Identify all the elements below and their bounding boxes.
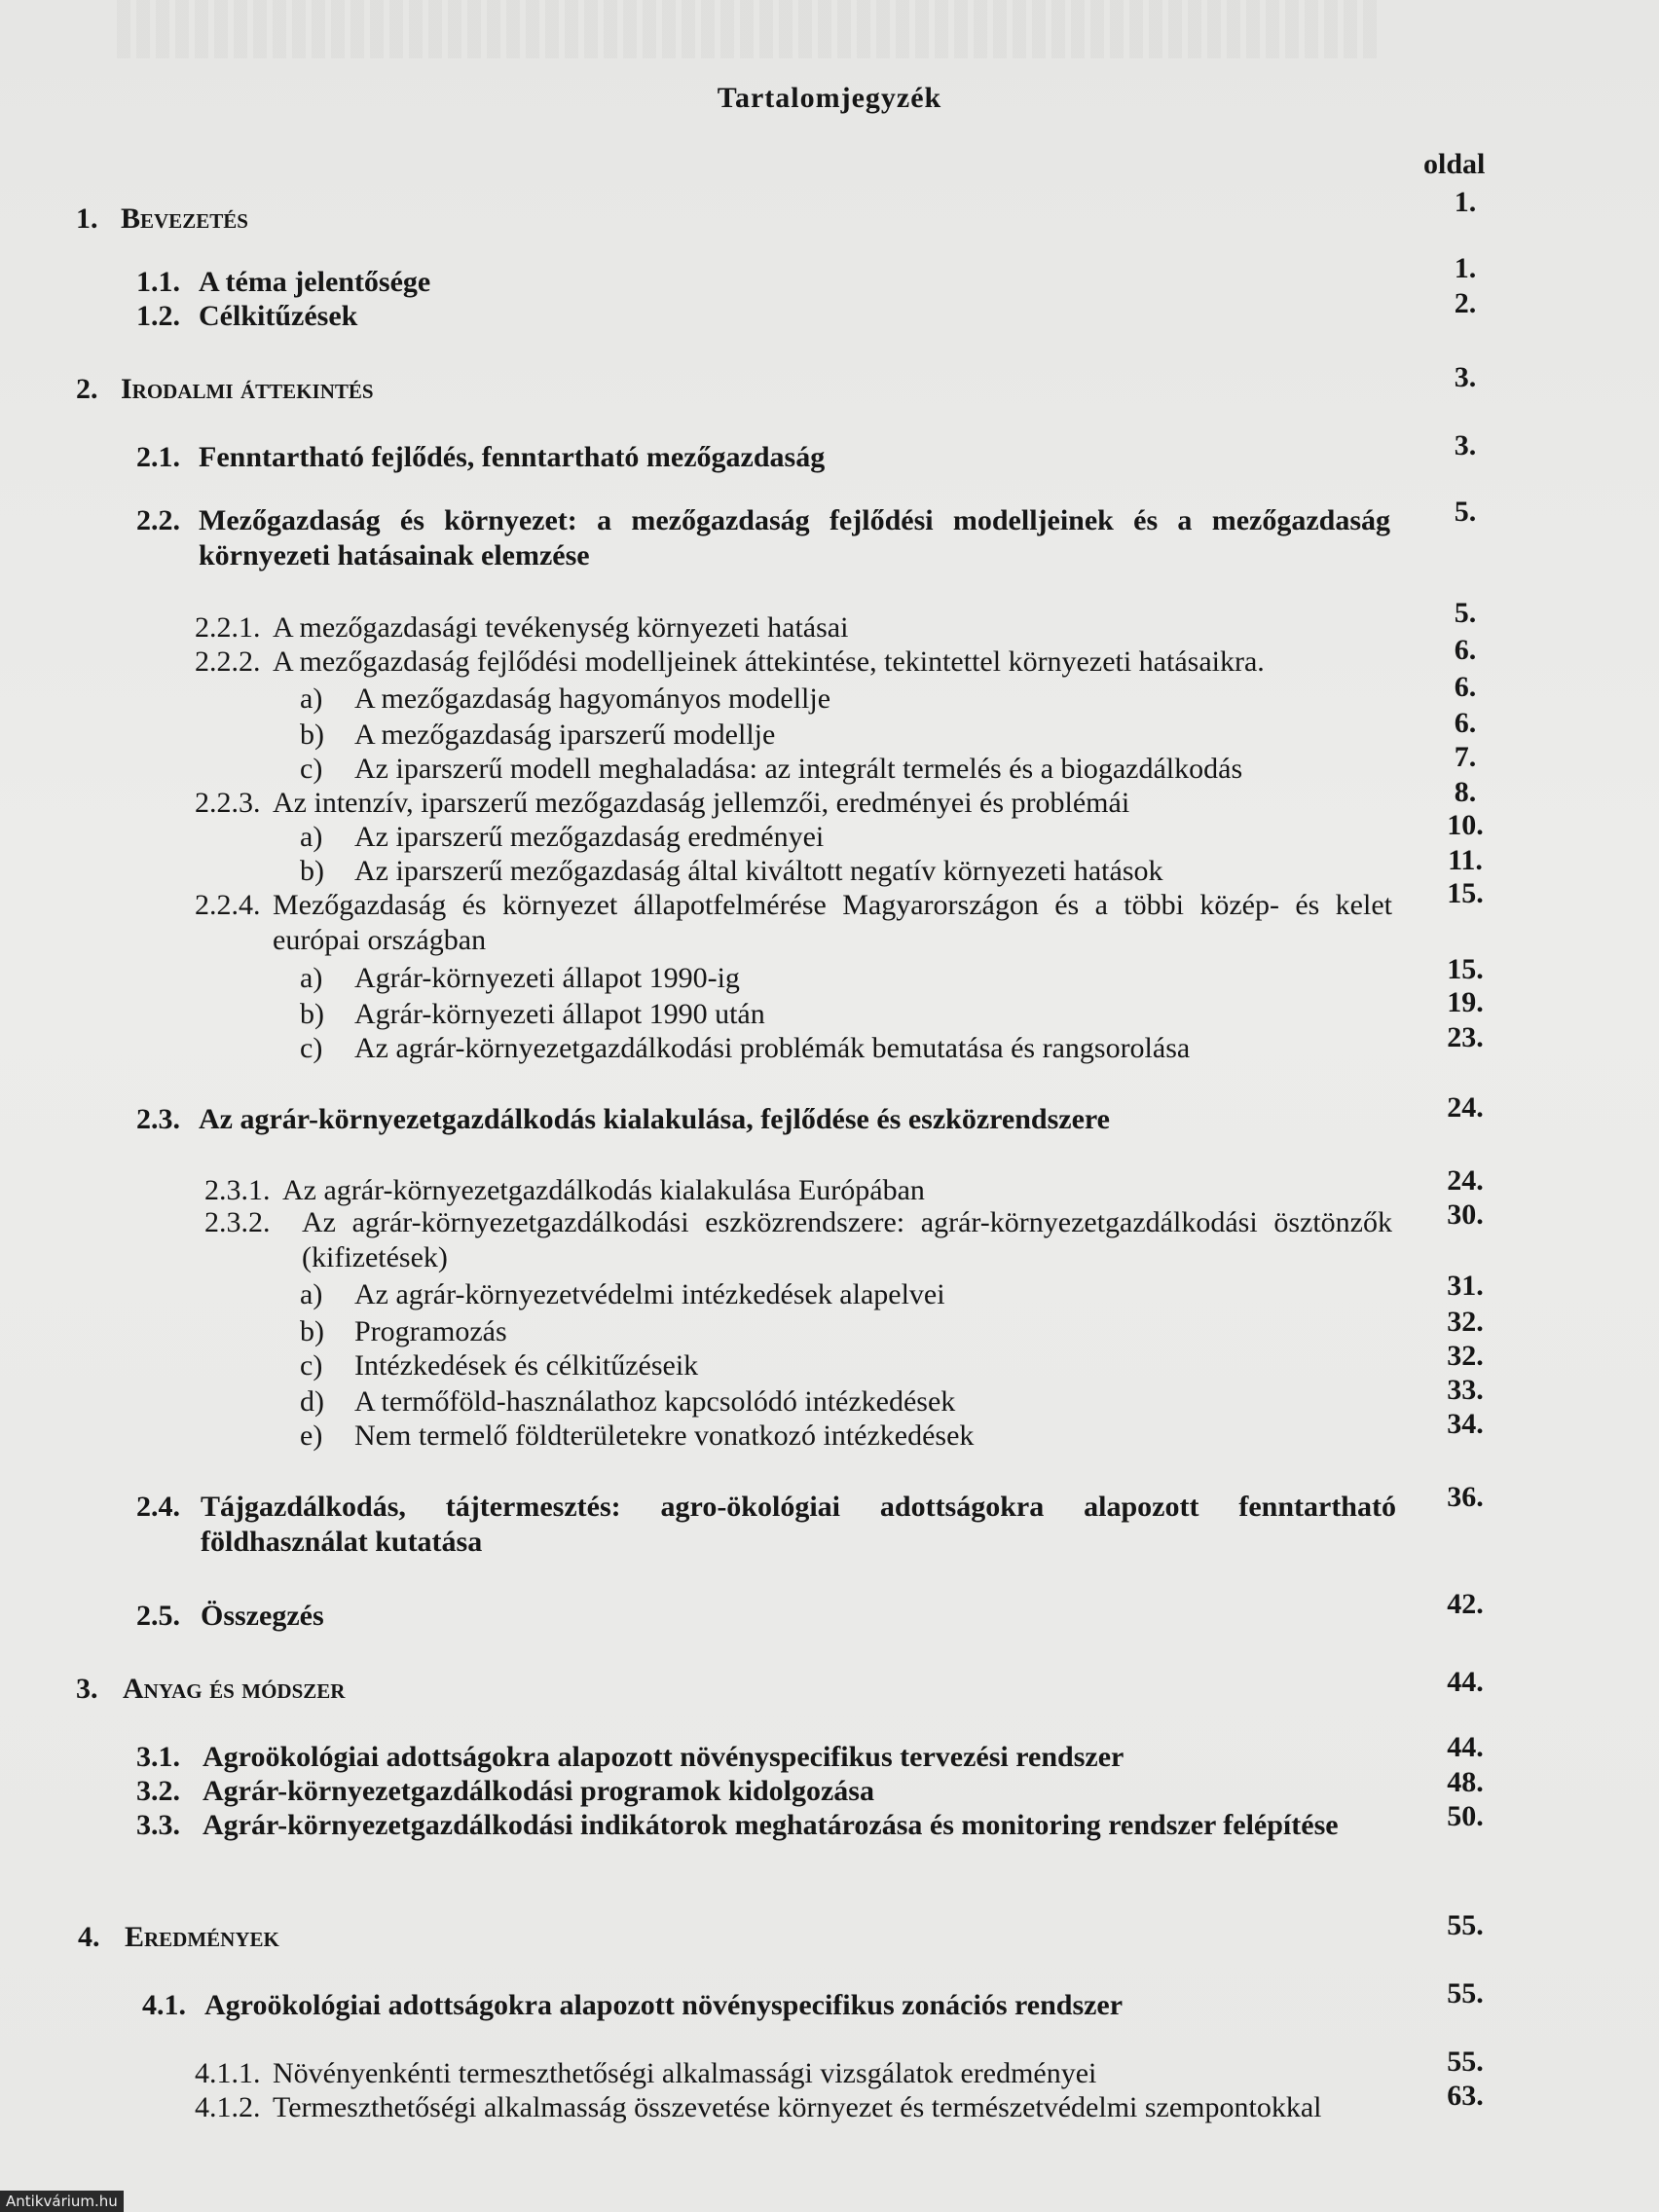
- toc-entry-title: Agrár-környezetgazdálkodási indikátorok meghatározása és monitoring rendszer felépítése: [203, 1809, 1339, 1841]
- toc-entry-number: b): [300, 1315, 324, 1347]
- toc-entry-title: A mezőgazdaság hagyományos modellje: [354, 682, 831, 715]
- toc-entry-number: 4.1.: [142, 1989, 186, 2021]
- toc-entry-number: 2.2.2.: [195, 645, 261, 678]
- toc-entry-number: 2.5.: [136, 1600, 180, 1632]
- toc-entry-title: Tájgazdálkodás, tájtermesztés: agro-ökológiai adottságokra alapozott fenntartható földhasználat kutatása: [201, 1491, 1396, 1558]
- toc-entry-page: 24.: [1447, 1091, 1484, 1124]
- toc-entry-title: Az agrár-környezetgazdálkodás kialakulása Európában: [282, 1174, 925, 1206]
- toc-entry-title: A mezőgazdaság fejlődési modelljeinek áttekintése, tekintettel környezeti hatásaikra.: [273, 645, 1265, 678]
- toc-entry-title: Anyag és módszer: [123, 1673, 346, 1705]
- toc-entry-page: 63.: [1447, 2080, 1484, 2112]
- toc-entry-page: 32.: [1447, 1306, 1484, 1338]
- toc-entry-number: 2.3.1.: [204, 1174, 271, 1206]
- toc-entry-number: b): [300, 998, 324, 1030]
- toc-entry-page: 55.: [1447, 1977, 1484, 2009]
- toc-entry-page: 32.: [1447, 1340, 1484, 1372]
- page-title: Tartalomjegyzék: [717, 82, 942, 114]
- toc-entry-page: 3.: [1454, 361, 1477, 393]
- toc-entry-number: 2.3.: [136, 1103, 180, 1135]
- toc-entry-number: c): [300, 1349, 323, 1382]
- toc-entry-page: 1.: [1454, 252, 1477, 284]
- toc-entry-title: Az iparszerű mezőgazdaság eredményei: [354, 821, 825, 853]
- watermark: Antikvárium.hu: [0, 2191, 124, 2212]
- toc-entry-page: 36.: [1447, 1481, 1484, 1513]
- toc-entry-number: c): [300, 1032, 323, 1064]
- toc-entry-title: Agroökológiai adottságokra alapozott növényspecifikus tervezési rendszer: [203, 1741, 1124, 1773]
- toc-entry-title: Agrár-környezeti állapot 1990 után: [354, 998, 765, 1030]
- toc-entry-title: Az agrár-környezetgazdálkodás kialakulása, fejlődése és eszközrendszere: [199, 1103, 1110, 1135]
- toc-entry-page: 19.: [1447, 986, 1484, 1018]
- toc-entry-title: Programozás: [354, 1315, 507, 1347]
- page-column-header: oldal: [1423, 148, 1486, 180]
- toc-entry-number: 3.2.: [136, 1775, 180, 1807]
- toc-entry-number: b): [300, 719, 324, 751]
- toc-entry-number: 2.1.: [136, 441, 180, 473]
- toc-entry-number: a): [300, 682, 323, 715]
- toc-entry-title: Célkitűzések: [199, 300, 358, 332]
- toc-entry-page: 5.: [1454, 597, 1477, 629]
- toc-entry-number: 4.1.2.: [195, 2091, 261, 2123]
- toc-entry-number: 1.1.: [136, 266, 180, 298]
- toc-entry-number: 4.: [78, 1921, 100, 1953]
- toc-entry-title: Nem termelő földterületekre vonatkozó intézkedések: [354, 1419, 975, 1452]
- toc-entry-page: 7.: [1454, 741, 1477, 773]
- toc-entry-number: 2.2.4.: [195, 889, 261, 921]
- toc-entry-number: 3.1.: [136, 1741, 180, 1773]
- toc-entry-page: 34.: [1447, 1408, 1484, 1440]
- toc-entry-number: a): [300, 1278, 323, 1310]
- toc-entry-title: Összegzés: [201, 1600, 324, 1632]
- toc-entry-number: 2.2.1.: [195, 611, 261, 644]
- toc-entry-title: Az intenzív, iparszerű mezőgazdaság jellemzői, eredményei és problémái: [273, 787, 1130, 819]
- toc-entry-page: 11.: [1448, 844, 1483, 876]
- toc-entry-page: 15.: [1447, 877, 1484, 909]
- toc-entry-page: 2.: [1454, 287, 1477, 319]
- toc-entry-page: 44.: [1447, 1666, 1484, 1698]
- toc-entry-number: 2.2.: [136, 504, 180, 536]
- toc-entry-title: A mezőgazdasági tevékenység környezeti hatásai: [273, 611, 849, 644]
- toc-entry-page: 55.: [1447, 1909, 1484, 1941]
- toc-entry-title: Mezőgazdaság és környezet: a mezőgazdaság fejlődési modelljeinek és a mezőgazdaság környezeti hatásainak elemzése: [199, 504, 1390, 571]
- toc-entry-page: 30.: [1447, 1198, 1484, 1231]
- toc-entry-page: 48.: [1447, 1766, 1484, 1798]
- toc-entry-title: Irodalmi áttekintés: [121, 373, 374, 405]
- toc-entry-page: 3.: [1454, 429, 1477, 461]
- toc-entry-page: 33.: [1447, 1374, 1484, 1406]
- toc-entry-number: 3.: [76, 1673, 98, 1705]
- toc-entry-title: Az iparszerű mezőgazdaság által kiváltott negatív környezeti hatások: [354, 855, 1163, 887]
- toc-entry-title: Intézkedések és célkitűzéseik: [354, 1349, 699, 1382]
- toc-entry-title: A mezőgazdaság iparszerű modellje: [354, 719, 776, 751]
- toc-entry-title: Fenntartható fejlődés, fenntartható mezőgazdaság: [199, 441, 826, 473]
- toc-entry-page: 5.: [1454, 496, 1477, 528]
- toc-entry-title: Agrár-környezetgazdálkodási programok kidolgozása: [203, 1775, 874, 1807]
- toc-entry-title: Az agrár-környezetgazdálkodási eszközrendszere: agrár-környezetgazdálkodási ösztönzők (kifizetések): [302, 1206, 1392, 1273]
- toc-entry-title: Agroökológiai adottságokra alapozott növényspecifikus zonációs rendszer: [204, 1989, 1124, 2021]
- toc-entry-number: e): [300, 1419, 323, 1452]
- toc-entry-number: b): [300, 855, 324, 887]
- toc-entry-title: Agrár-környezeti állapot 1990-ig: [354, 962, 740, 994]
- toc-entry-page: 24.: [1447, 1164, 1484, 1197]
- toc-entry-title: Az agrár-környezetvédelmi intézkedések alapelvei: [354, 1278, 945, 1310]
- toc-entry-title: Az iparszerű modell meghaladása: az integrált termelés és a biogazdálkodás: [354, 753, 1243, 785]
- toc-entry-number: 2.2.3.: [195, 787, 261, 819]
- toc-entry-number: c): [300, 753, 323, 785]
- toc-entry-title: Eredmények: [125, 1921, 279, 1953]
- toc-entry-page: 10.: [1447, 809, 1484, 841]
- bleed-through-shadow: [117, 0, 1382, 58]
- toc-entry-page: 6.: [1454, 671, 1477, 703]
- toc-entry-page: 15.: [1447, 953, 1484, 985]
- toc-entry-number: a): [300, 821, 323, 853]
- toc-entry-number: 2.4.: [136, 1491, 180, 1523]
- toc-entry-title: Mezőgazdaság és környezet állapotfelmérése Magyarországon és a többi közép- és kelet európai országban: [273, 889, 1392, 956]
- toc-entry-page: 55.: [1447, 2046, 1484, 2078]
- toc-entry-page: 6.: [1454, 634, 1477, 666]
- toc-entry-page: 42.: [1447, 1588, 1484, 1620]
- toc-entry-page: 23.: [1447, 1021, 1484, 1053]
- toc-entry-title: Növényenkénti termeszthetőségi alkalmassági vizsgálatok eredményei: [273, 2057, 1097, 2089]
- toc-entry-title: Az agrár-környezetgazdálkodási problémák bemutatása és rangsorolása: [354, 1032, 1191, 1064]
- toc-entry-page: 1.: [1454, 186, 1477, 218]
- toc-entry-title: Bevezetés: [121, 203, 248, 235]
- toc-entry-number: 4.1.1.: [195, 2057, 261, 2089]
- toc-entry-page: 6.: [1454, 707, 1477, 739]
- toc-entry-page: 8.: [1454, 776, 1477, 808]
- toc-entry-number: 3.3.: [136, 1809, 180, 1841]
- toc-entry-title: A termőföld-használathoz kapcsolódó intézkedések: [354, 1385, 956, 1418]
- toc-entry-number: d): [300, 1385, 324, 1418]
- toc-entry-title: Termeszthetőségi alkalmasság összevetése környezet és természetvédelmi szempontokkal: [273, 2091, 1322, 2123]
- toc-entry-number: 2.3.2.: [204, 1206, 271, 1238]
- toc-entry-number: 1.2.: [136, 300, 180, 332]
- toc-entry-number: a): [300, 962, 323, 994]
- toc-entry-title: A téma jelentősége: [199, 266, 431, 298]
- toc-entry-page: 44.: [1447, 1731, 1484, 1763]
- toc-entry-number: 2.: [76, 373, 98, 405]
- toc-entry-page: 50.: [1447, 1800, 1484, 1832]
- toc-entry-number: 1.: [76, 203, 98, 235]
- toc-entry-page: 31.: [1447, 1270, 1484, 1302]
